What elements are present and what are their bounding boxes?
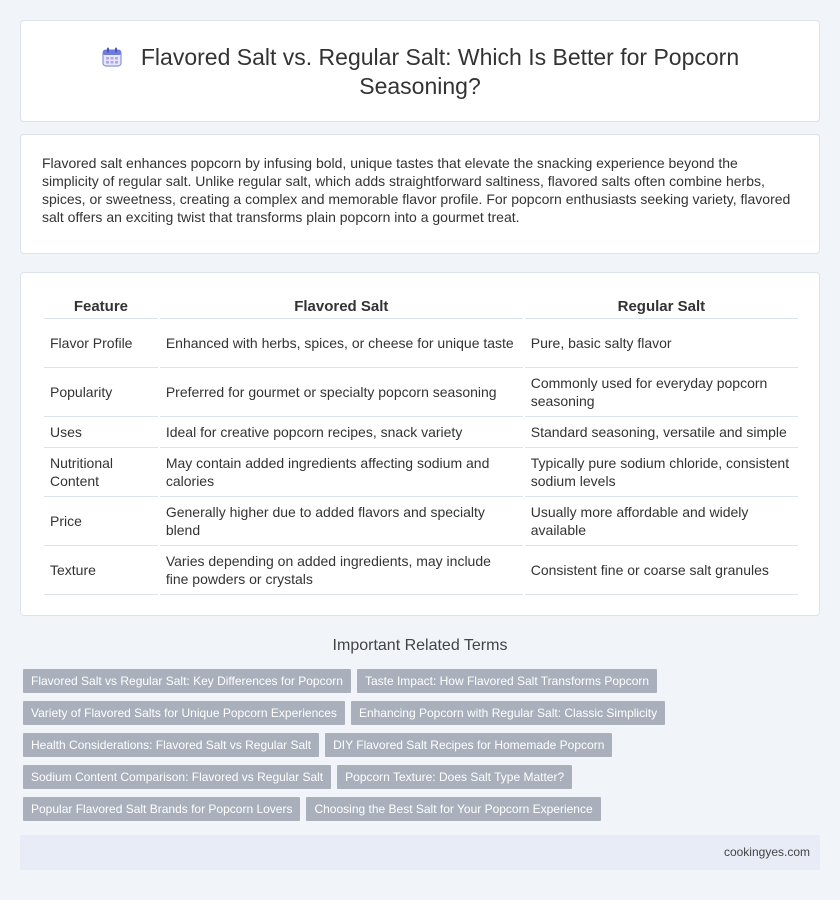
cell-flavored: Preferred for gourmet or specialty popcorn seasoning	[160, 368, 523, 417]
footer-site-link[interactable]: cookingyes.com	[723, 845, 810, 859]
cell-feature: Price	[44, 497, 158, 546]
tag-row	[23, 669, 823, 693]
cell-flavored: Ideal for creative popcorn recipes, snack variety	[160, 417, 523, 448]
related-term-tag[interactable]: Choosing the Best Salt for Your Popcorn Experience	[306, 797, 600, 821]
cell-feature: Nutritional Content	[44, 448, 158, 497]
intro-paragraph: Flavored salt enhances popcorn by infusing bold, unique tastes that elevate the snacking experience beyond the simplicity of regular salt. Unlike regular salt, which adds straightforward saltiness, flavored salts often combine herbs, spices, or sweetness, creating a complex and memorable flavor profile. For popcorn enthusiasts seeking variety, flavored salt offers an exciting twist that transforms plain popcorn into a gourmet treat.	[42, 155, 791, 225]
tag-row	[23, 765, 823, 789]
cell-regular: Commonly used for everyday popcorn seasoning	[525, 368, 798, 417]
tag-row	[23, 733, 823, 757]
related-terms-title: Important Related Terms	[332, 637, 508, 654]
header	[21, 43, 819, 101]
cell-regular: Usually more affordable and widely available	[525, 497, 798, 546]
cell-feature: Texture	[44, 546, 158, 595]
cell-regular: Consistent fine or coarse salt granules	[525, 546, 798, 595]
cell-regular: Standard seasoning, versatile and simple	[525, 417, 798, 448]
table-header-row	[44, 295, 798, 319]
cell-flavored: Enhanced with herbs, spices, or cheese for unique taste	[160, 319, 523, 368]
table-row	[44, 497, 798, 546]
cell-flavored: Varies depending on added ingredients, may include fine powders or crystals	[160, 546, 523, 595]
related-term-tag[interactable]: Taste Impact: How Flavored Salt Transforms Popcorn	[357, 669, 657, 693]
cell-flavored: Generally higher due to added flavors and specialty blend	[160, 497, 523, 546]
related-term-tag[interactable]: Sodium Content Comparison: Flavored vs Regular Salt	[23, 765, 331, 789]
related-term-tag[interactable]: Popcorn Texture: Does Salt Type Matter?	[337, 765, 572, 789]
page-title-text: Flavored Salt vs. Regular Salt: Which Is Better for Popcorn Seasoning?	[140, 44, 740, 99]
table-row	[44, 546, 798, 595]
table-row	[44, 417, 798, 448]
cell-feature: Popularity	[44, 368, 158, 417]
page-title	[81, 43, 759, 101]
table-row	[44, 319, 798, 368]
cell-feature: Uses	[44, 417, 158, 448]
cell-feature: Flavor Profile	[44, 319, 158, 368]
related-term-tag[interactable]: Health Considerations: Flavored Salt vs Regular Salt	[23, 733, 319, 757]
related-term-tag[interactable]: Variety of Flavored Salts for Unique Popcorn Experiences	[23, 701, 345, 725]
comparison-card	[20, 272, 820, 616]
intro-card	[20, 134, 820, 254]
table-row	[44, 448, 798, 497]
tag-row	[23, 797, 823, 821]
cell-regular: Pure, basic salty flavor	[525, 319, 798, 368]
header-regular-salt: Regular Salt	[525, 295, 798, 319]
related-term-tag[interactable]: Popular Flavored Salt Brands for Popcorn Lovers	[23, 797, 300, 821]
tag-row	[23, 701, 823, 725]
comparison-table	[42, 295, 800, 595]
table-row	[44, 368, 798, 417]
cell-flavored: May contain added ingredients affecting sodium and calories	[160, 448, 523, 497]
header-feature: Feature	[44, 295, 158, 319]
header-flavored-salt: Flavored Salt	[160, 295, 523, 319]
footer	[20, 835, 820, 870]
related-term-tag[interactable]: Flavored Salt vs Regular Salt: Key Differences for Popcorn	[23, 669, 351, 693]
cell-regular: Typically pure sodium chloride, consistent sodium levels	[525, 448, 798, 497]
header-card	[20, 20, 820, 122]
related-term-tag[interactable]: Enhancing Popcorn with Regular Salt: Classic Simplicity	[351, 701, 665, 725]
related-term-tag[interactable]: DIY Flavored Salt Recipes for Homemade Popcorn	[325, 733, 612, 757]
calendar-icon	[101, 46, 123, 68]
related-terms-list	[23, 669, 823, 829]
